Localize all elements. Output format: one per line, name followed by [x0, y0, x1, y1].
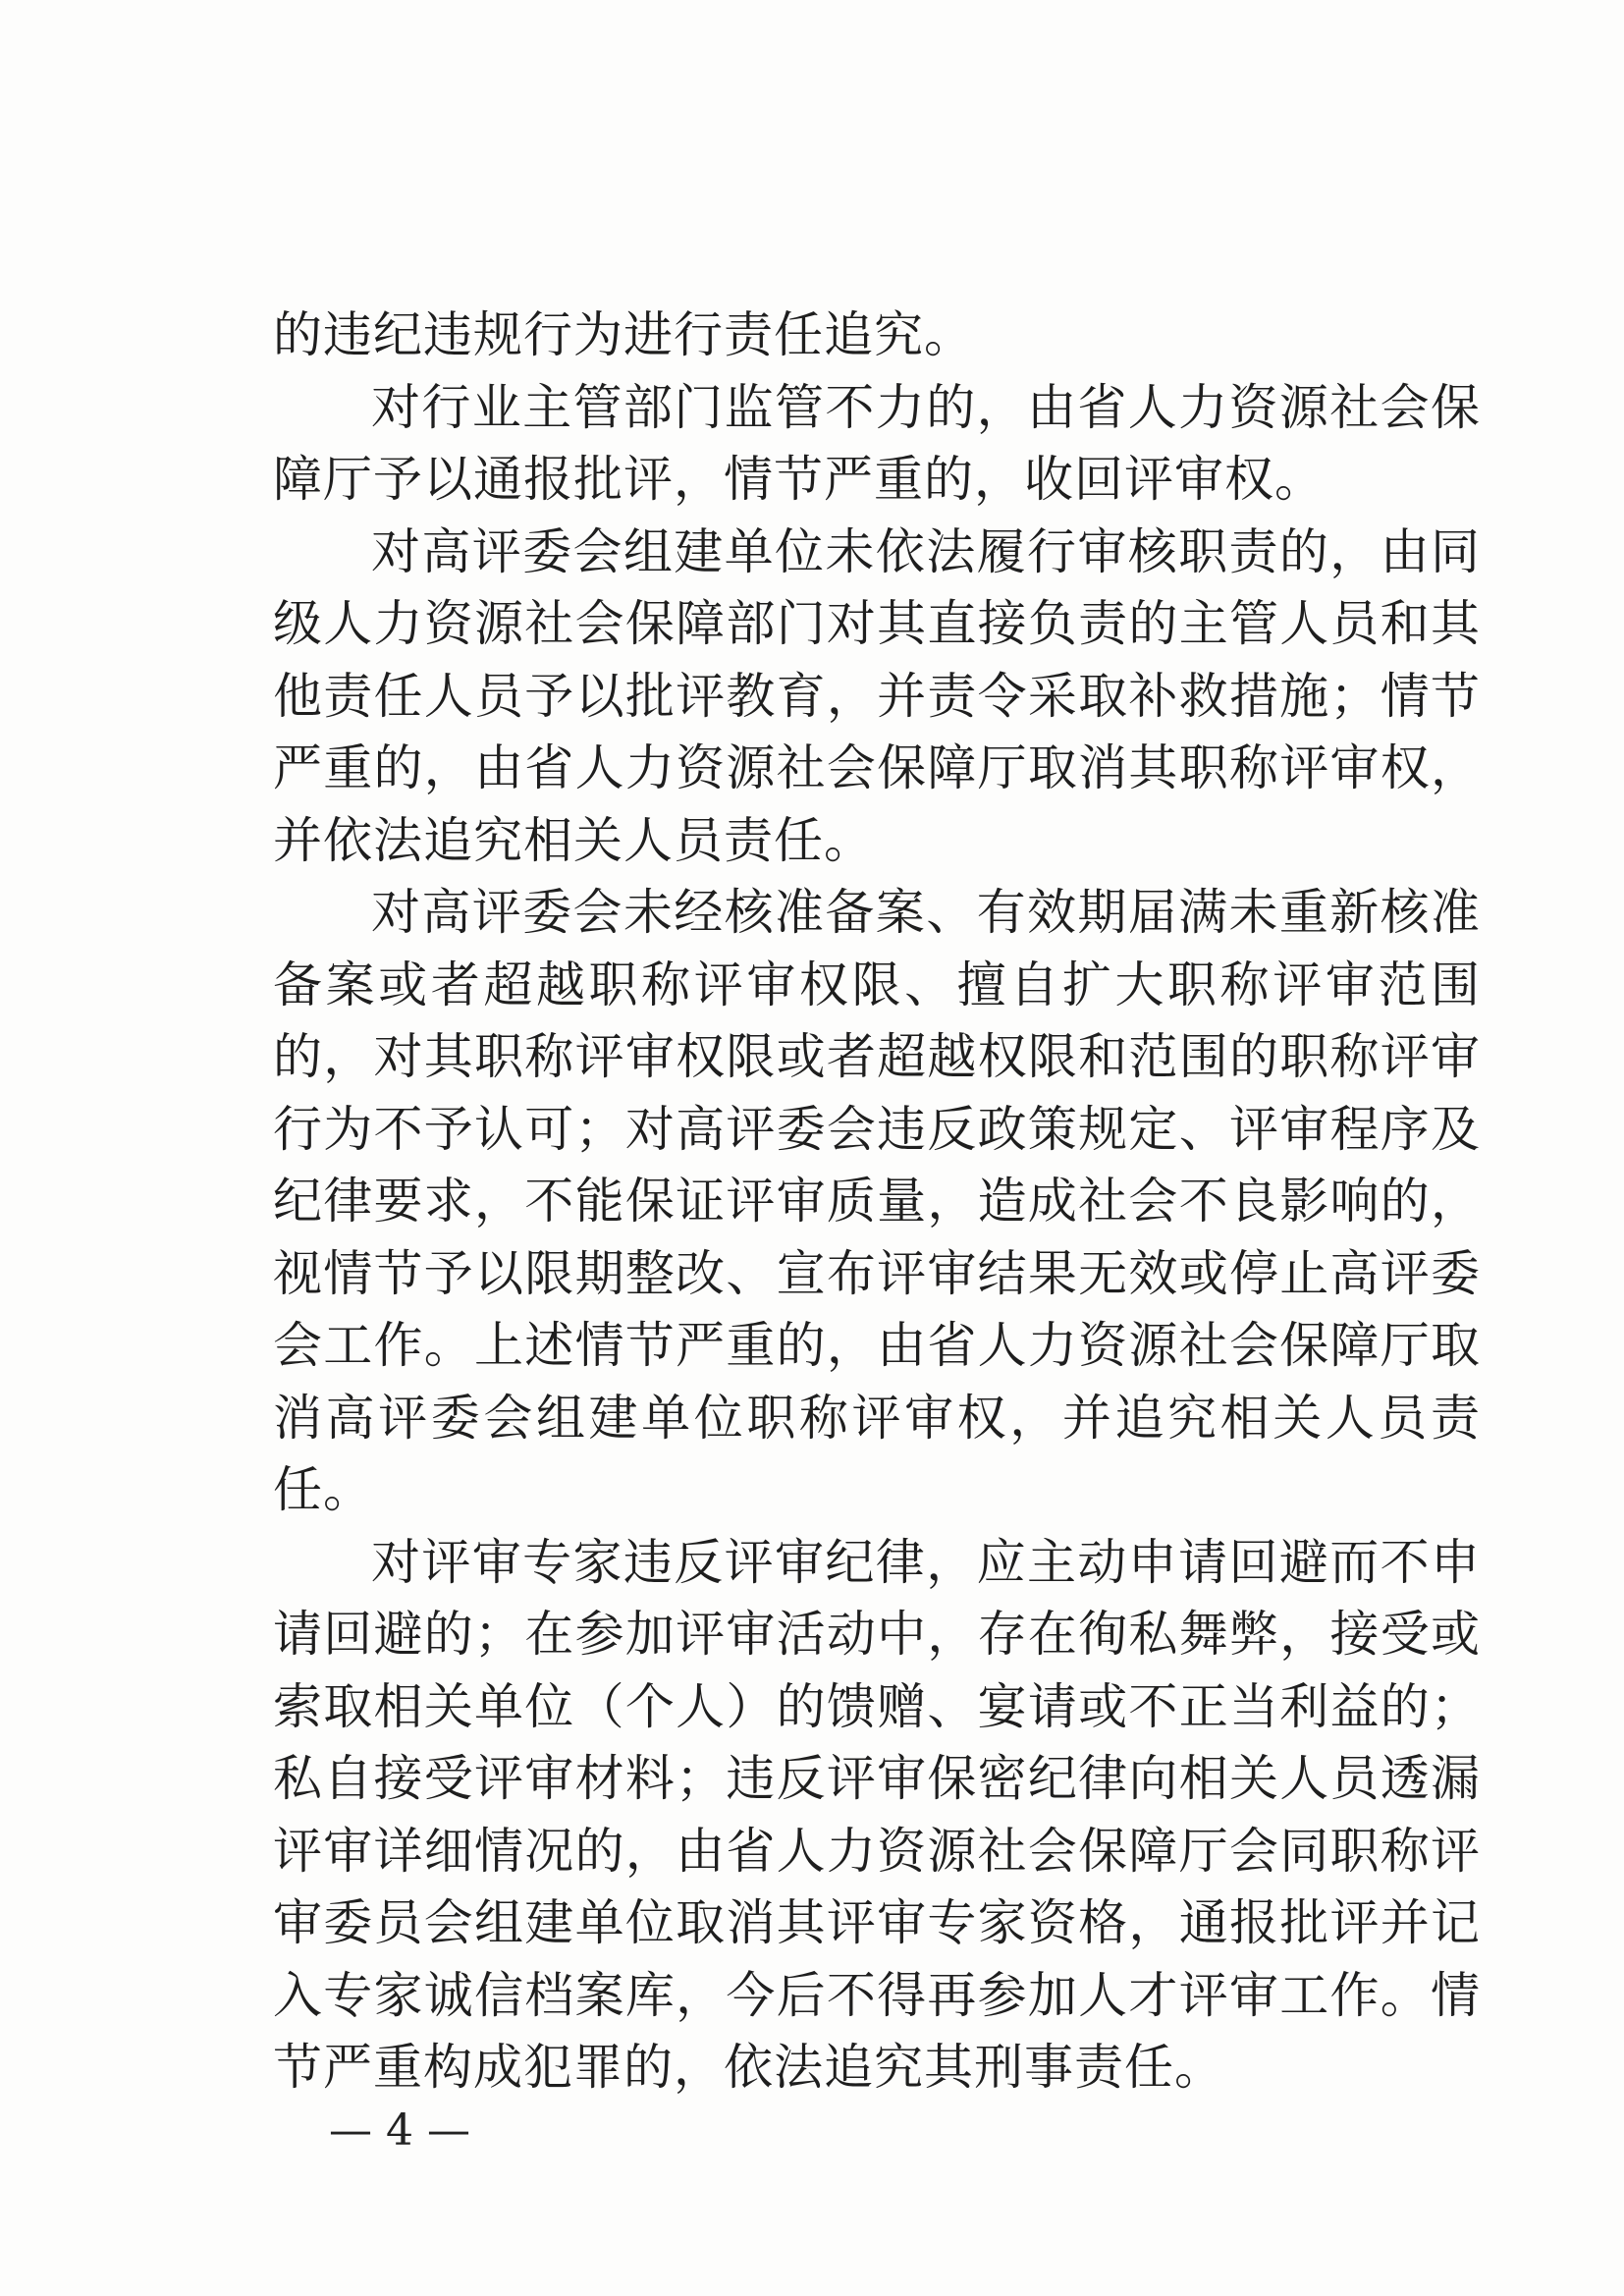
paragraph-industry-supervision: 对行业主管部门监管不力的，由省人力资源社会保障厅予以通报批评，情节严重的，收回评审权。 — [273, 378, 1481, 508]
paragraph-expert-violations: 对评审专家违反评审纪律，应主动申请回避而不申请回避的；在参加评审活动中，存在徇私舞弊，接受或索取相关单位（个人）的馈赠、宴请或不正当利益的；私自接受评审材料；违反评审保密纪律向相关人员透漏评审详细情况的，由省人力资源社会保障厅会同职称评审委员会组建单位取消其评审专家资格，通报批评并记入专家诚信档案库，今后不得再参加人才评审工作。情节严重构成犯罪的，依法追究其刑事责任。 — [273, 1533, 1481, 2096]
document-body — [273, 300, 1481, 2105]
paragraph-continuation: 的违纪违规行为进行责任追究。 — [273, 306, 974, 363]
paragraph-committee-organizer: 对高评委会组建单位未依法履行审核职责的，由同级人力资源社会保障部门对其直接负责的主管人员和其他责任人员予以批评教育，并责令采取补救措施；情节严重的，由省人力资源社会保障厅取消其职称评审权，并依法追究相关人员责任。 — [273, 522, 1481, 869]
paragraph-committee-violations: 对高评委会未经核准备案、有效期届满未重新核准备案或者超越职称评审权限、擅自扩大职称评审范围的，对其职称评审权限或者超越权限和范围的职称评审行为不予认可；对高评委会违反政策规定、评审程序及纪律要求，不能保证评审质量，造成社会不良影响的，视情节予以限期整改、宣布评审结果无效或停止高评委会工作。上述情节严重的，由省人力资源社会保障厅取消高评委会组建单位职称评审权，并追究相关人员责任。 — [273, 884, 1481, 1518]
page-number: — 4 — — [329, 2105, 470, 2156]
